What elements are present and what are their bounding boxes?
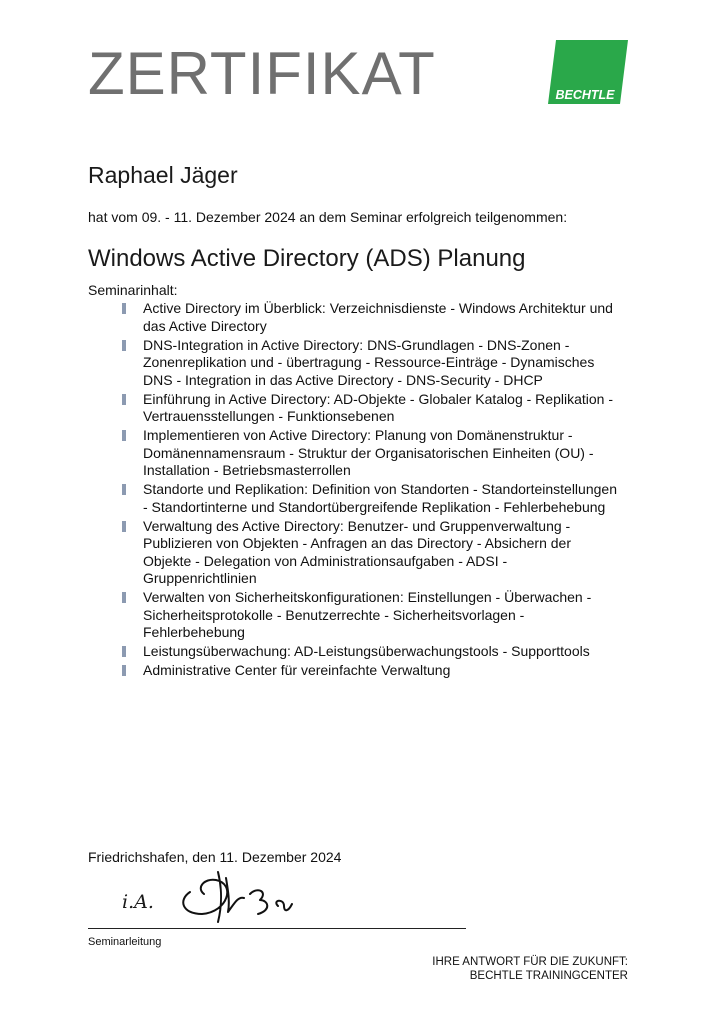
bullet-icon [122, 521, 126, 532]
signature-label: Seminarleitung [88, 936, 162, 948]
list-item [122, 391, 617, 426]
list-item [122, 518, 617, 588]
topic-text: Active Directory im Überblick: Verzeichnisdienste - Windows Architektur und das Active Directory [143, 300, 613, 334]
list-item [122, 662, 617, 680]
participant-name: Raphael Jäger [88, 162, 238, 188]
signature-stroke [183, 872, 292, 922]
topic-text: Administrative Center für vereinfachte Verwaltung [143, 662, 451, 678]
topic-text: DNS-Integration in Active Directory: DNS-Grundlagen - DNS-Zonen - Zonenreplikation und - übertragung - Ressource-Einträge - Dynamisches DNS - Integration in das Active Directory - DNS-Security - DHCP [143, 336, 595, 388]
bullet-icon [122, 592, 126, 603]
seminar-content-label: Seminarinhalt: [88, 282, 178, 298]
footer-line-1: IHRE ANTWORT FÜR DIE ZUKUNFT: [432, 956, 628, 968]
bullet-icon [122, 484, 126, 495]
bullet-icon [122, 646, 126, 657]
seminar-title: Windows Active Directory (ADS) Planung [88, 245, 526, 272]
topic-text: Verwalten von Sicherheitskonfigurationen: Einstellungen - Überwachen - Sicherheitsprotokolle - Benutzerrechte - Sicherheitsvorlagen - Fehlerbehebung [143, 589, 592, 640]
list-item [122, 481, 617, 516]
bullet-icon [122, 394, 126, 405]
list-item [122, 589, 617, 642]
list-item [122, 300, 617, 335]
bechtle-logo [548, 40, 628, 104]
bullet-icon [122, 665, 126, 676]
signature-line [88, 928, 466, 929]
signature-prefix: i.A. [122, 891, 154, 913]
topic-text: Verwaltung des Active Directory: Benutzer- und Gruppenverwaltung - Publizieren von Objekten - Anfragen an das Directory - Absichern der Objekte - Delegation von Administrationsaufgaben - ADSI - Gruppenrichtlinien [143, 517, 572, 586]
list-item [122, 337, 617, 390]
intro-text: hat vom 09. - 11. Dezember 2024 an dem Seminar erfolgreich teilgenommen: [88, 209, 568, 225]
topic-text: Implementieren von Active Directory: Planung von Domänenstruktur - Domänennamensraum - Struktur der Organisatorischen Einheiten (OU) - Installation - Betriebsmasterrollen [143, 427, 594, 478]
list-item [122, 427, 617, 480]
topic-list [122, 300, 617, 681]
bullet-icon [122, 303, 126, 314]
topic-text: Standorte und Replikation: Definition von Standorten - Standorteinstellungen - Standortinterne und Standortübergreifende Replikation - Fehlerbehebung [143, 481, 617, 515]
footer-slogan [432, 955, 628, 983]
topic-text: Einführung in Active Directory: AD-Objekte - Globaler Katalog - Replikation - Vertrauensstellungen - Funktionsebenen [143, 390, 613, 424]
topic-text: Leistungsüberwachung: AD-Leistungsüberwachungstools - Supporttools [143, 643, 590, 659]
handwritten-signature [118, 864, 328, 930]
bullet-icon [122, 430, 126, 441]
list-item [122, 643, 617, 661]
bullet-icon [122, 340, 126, 351]
certificate-title: ZERTIFIKAT [88, 40, 436, 107]
footer-line-2: BECHTLE TRAININGCENTER [469, 970, 628, 982]
logo-text: BECHTLE [555, 88, 615, 102]
place-and-date: Friedrichshafen, den 11. Dezember 2024 [88, 849, 342, 865]
